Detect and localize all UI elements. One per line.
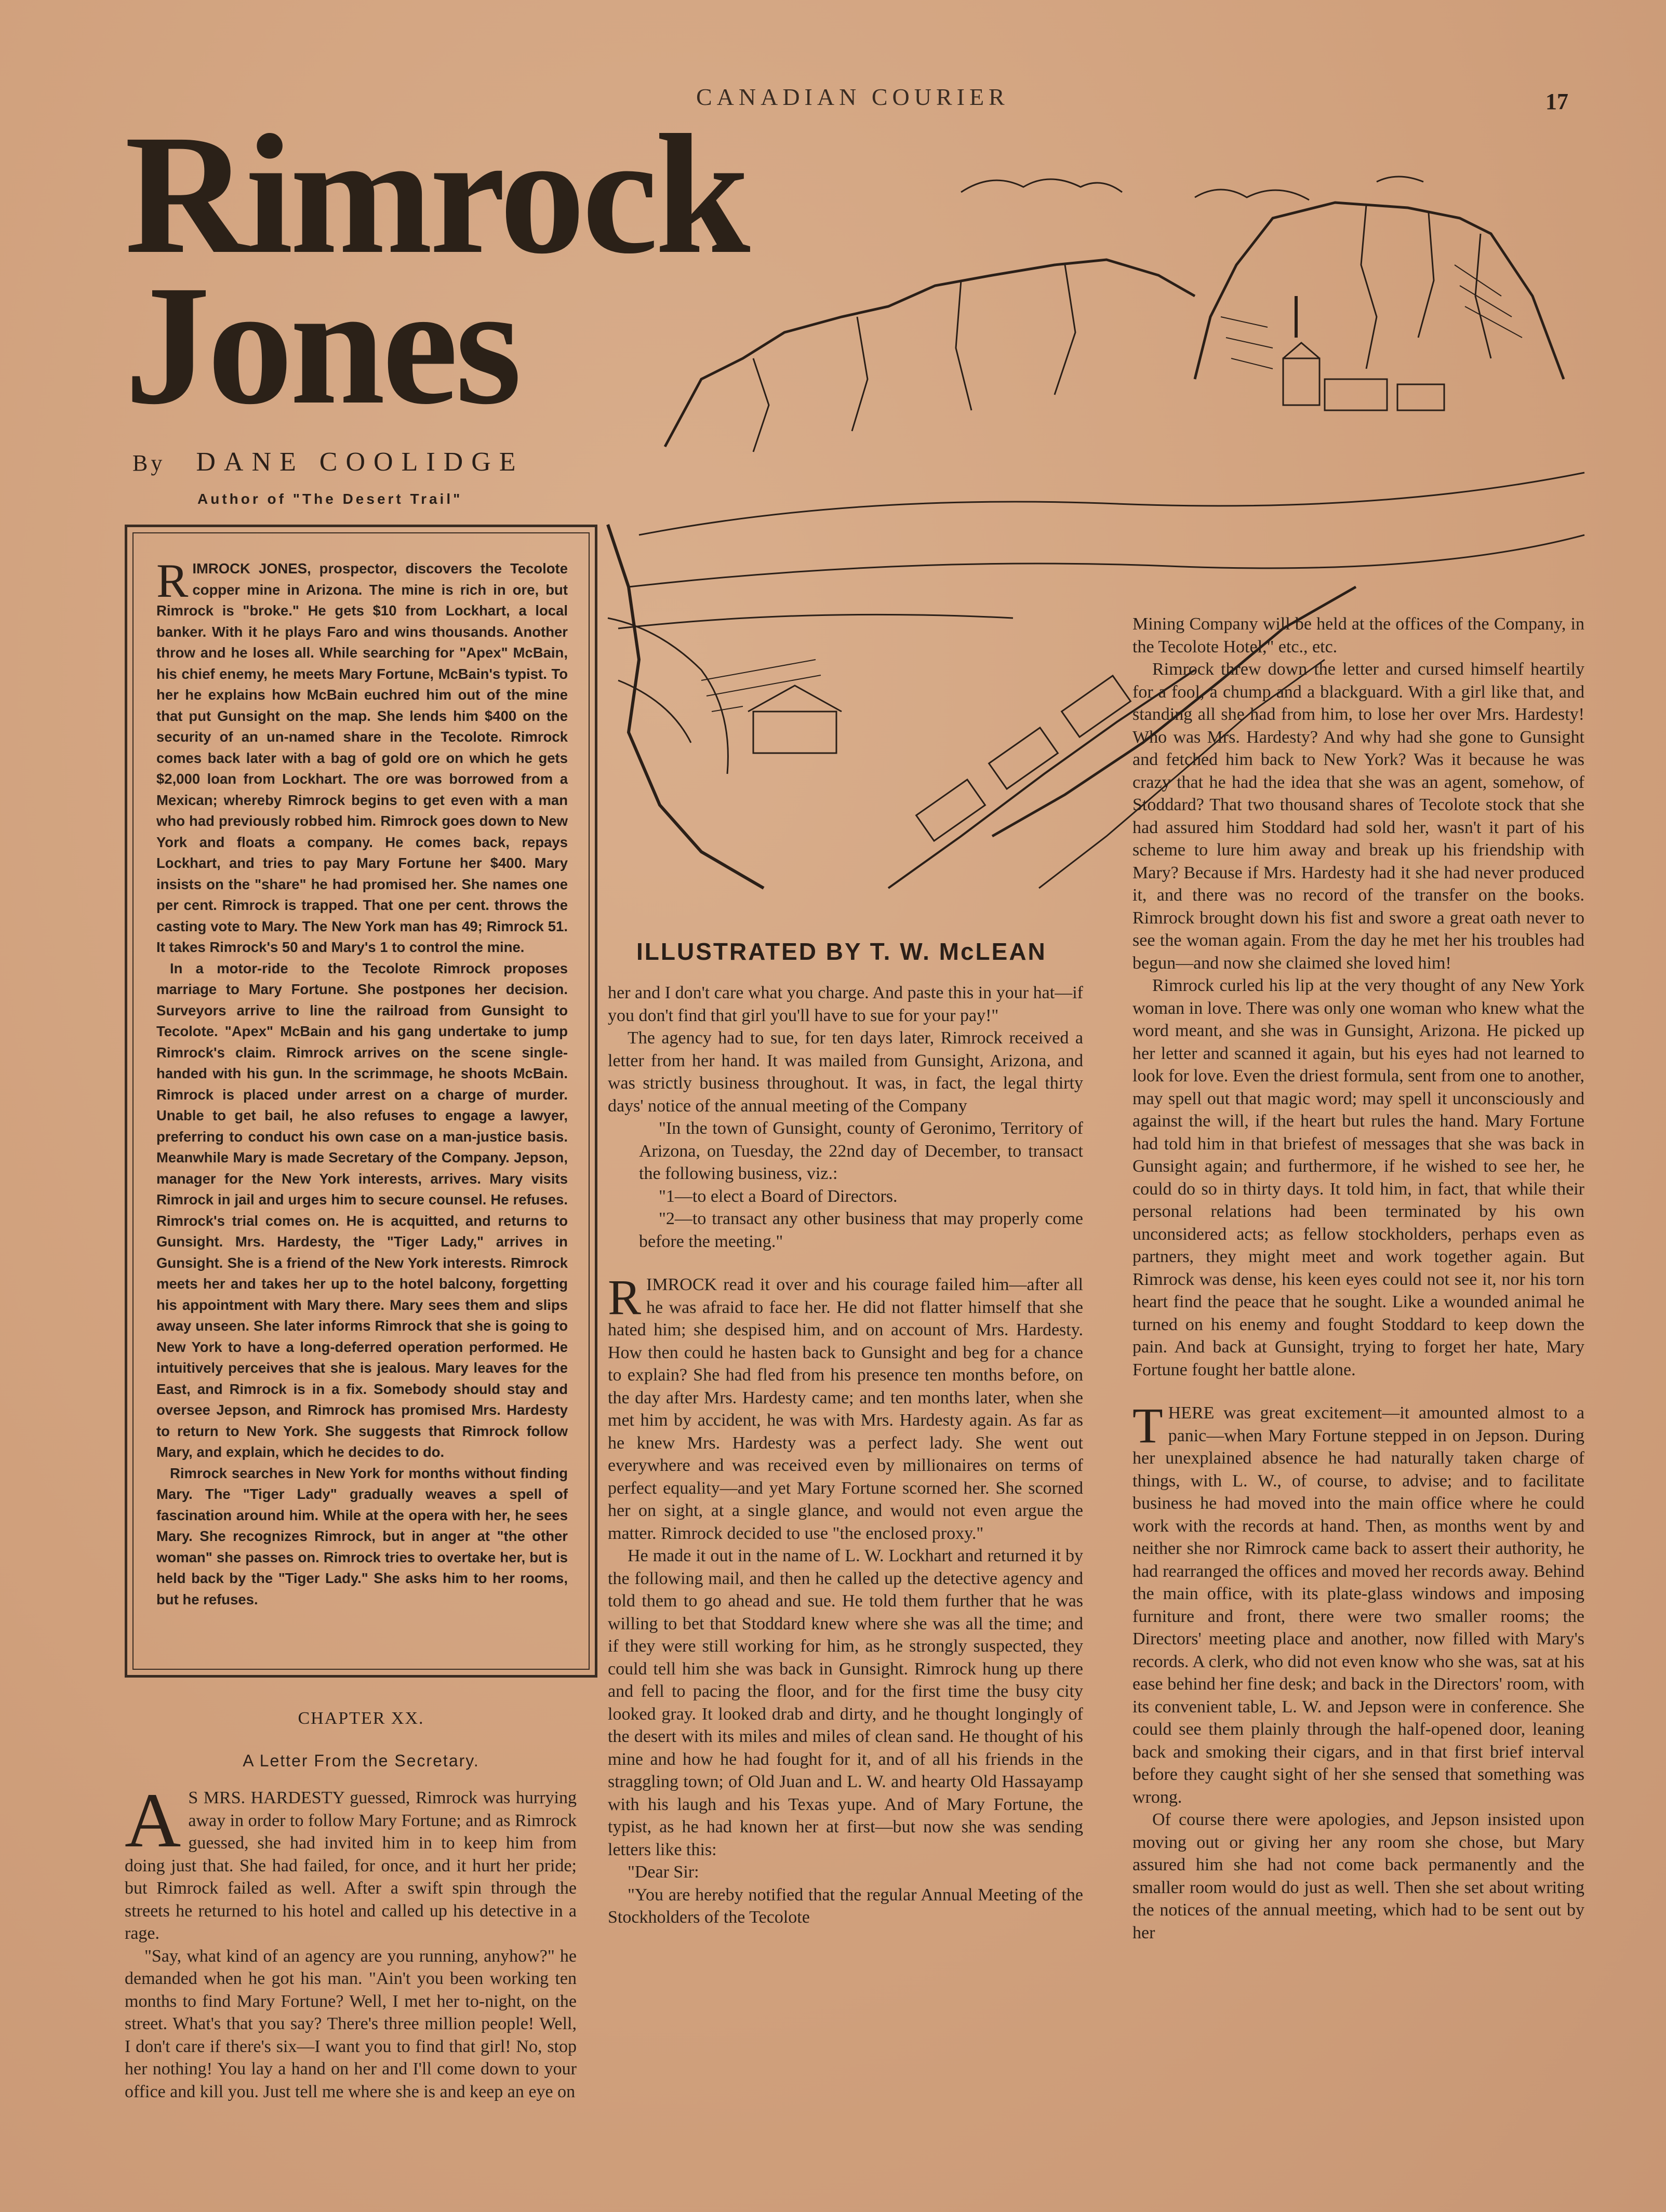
body-paragraph: A S MRS. HARDESTY guessed, Rimrock was hurrying away in order to follow Mary Fortune; and as Rimrock guessed, she had invited him in to keep him from doing just that. She had failed, for once, and it hurt her pride; but Rimrock failed as well. After a swift spin through the streets he returned to his hotel and called up his detective in a rage.: [125, 1777, 577, 1943]
body-paragraph: Rimrock curled his lip at the very thought of any New York woman in love. There was only one woman who knew what the word meant, and she was in Gunsight, Arizona. He picked up her letter and scanned it again, but his eyes had not learned to look for love. Even the driest formula, sent from one to another, may spell out that magic word; may spell it unconsciously and against the will, if the heart but rules the hand. Mary Fortune had told him in that briefest of messages that she was back in Gunsight again; and furthermore, if he wished to see her, he could do so in thirty days. It told him, in fact, that while their personal relations had been terminated by his own unconsidered acts; as fellow stockholders, perhaps even as partners, they might meet and work together again. But Rimrock was dense, his keen eyes could not see it, nor his torn heart find the peace that he sought. Like a wounded animal he turned on his enemy and fought Stoddard to keep down the pain. And back at Gunsight, trying to forget her hate, Mary Fortune fought her battle alone.: [1132, 976, 1584, 1379]
body-paragraph: He made it out in the name of L. W. Lockhart and returned it by the following mail, and then he called up the detective agency and told them to go ahead and sue. He told them further that he was willing to bet that Stoddard knew where she was all the time; and if they were still working for him, as he strongly suspected, they could tell him she was back in Gunsight. Rimrock hung up there and fell to pacing the floor, and for the first time the busy city looked gray. It looked drab and dirty, and he thought longingly of the desert with its miles and miles of clean sand. He thought of his mine and how he had fought for it, and of all his friends in the straggling town; of Old Juan and L. W. and hearty Old Hassayamp with his laugh and his Texas yupe. And of Mary Fortune, the typist, as he had known her at first—but now she was sending letters like this:: [608, 1546, 1083, 1859]
byline-author: DANE COOLIDGE: [196, 447, 524, 477]
chapter-number: CHAPTER XX.: [298, 1709, 424, 1728]
body-paragraph: Rimrock threw down the letter and cursed himself heartily for a fool, a chump and a blackguard. With a girl like that, and standing all she had from him, to lose her over Mrs. Hardesty! Who was Mrs. Hardesty? And why had she gone to Gunsight and fetched him back to New York? Was it because he was crazy that he had the idea that she was an agent, somehow, of Stoddard? That two thousand shares of Tecolote stock that she had assured him Stoddard had sold her, wasn't it part of his scheme to lure him away and break up his friendship with Mary? Because if Mrs. Hardesty had it she had never produced it, and there was no record of the transfer on the books. Rimrock brought down his fist and swore a great oath never to see the woman again. From the day he met her his troubles had begun—and now she claimed she loved him!: [1132, 660, 1584, 973]
byline-by: By: [132, 450, 166, 476]
body-paragraph: RIMROCK read it over and his courage failed him—after all he was afraid to face her. He did not flatter himself that she hated him; she despised him, and on account of Mrs. Hardesty. How then could he hasten back to Gunsight and beg for a chance to explain? She had fled from his presence ten months before, on the day after Mrs. Hardesty came; and ten months later, when she met him by accident, he was with Mrs. Hardesty again. As far as he knew Mrs. Hardesty was a perfect lady. She went out everywhere and was received even by millionaires on terms of perfect equality—and yet Mary Fortune scorned her. She scorned her on sight, at a single glance, and would not even argue the matter. Rimrock decided to use "the enclosed proxy.": [608, 1269, 1083, 1543]
dropcap-a: A: [125, 1777, 181, 1864]
title-line-2: Jones: [125, 250, 519, 440]
column-1: [125, 1777, 577, 2103]
running-head: CANADIAN COURIER: [696, 84, 1009, 110]
chapter-title: A Letter From the Secretary.: [243, 1751, 479, 1770]
synopsis-box: [125, 525, 597, 1678]
illustration-credit: ILLUSTRATED BY T. W. McLEAN: [636, 938, 1047, 965]
body-paragraph: Of course there were apologies, and Jepson insisted upon moving out or giving her any room she chose, but Mary assured him she had not come back permanently and the smaller room would do just as well. Then she set about writing the notices of the annual meeting, which had to be sent out by her: [1132, 1810, 1584, 1942]
synopsis-paragraph: RIMROCK JONES, prospector, discovers the Tecolote copper mine in Arizona. The mine is rich in ore, but Rimrock is "broke." He gets $10 from Lockhart, a local banker. With it he plays Faro and wins thousands. Another throw and he loses all. While searching for "Apex" McBain, his chief enemy, he meets Mary Fortune, McBain's typist. To her he explains how McBain euchred him out of the mine that put Gunsight on the map. She lends him $400 on the security of an un-named share in the Tecolote. Rimrock comes back later with a bag of gold ore on which he gets $2,000 loan from Lockhart. The ore was borrowed from a Mexican; whereby Rimrock begins to get even with a man who had previously robbed him. Rimrock goes down to New York and floats a company. He comes back, repays Lockhart, and tries to pay Mary Fortune her $400. Mary insists on the "share" he had promised her. She names one per cent. Rimrock is trapped. That one per cent. throws the casting vote to Mary. The New York man has 49; Rimrock 51. It takes Rimrock's 50 and Mary's 1 to control the mine.: [156, 554, 568, 955]
notice-quote: "1—to elect a Board of Directors.: [659, 1186, 898, 1206]
title-line-1: Rimrock: [125, 100, 748, 289]
body-paragraph: her and I don't care what you charge. And paste this in your hat—if you don't find that girl you'll have to sue for your pay!": [608, 983, 1083, 1025]
author-of-note: Author of "The Desert Trail": [197, 491, 463, 507]
page-number: 17: [1545, 89, 1568, 114]
notice-quote: "In the town of Gunsight, county of Geronimo, Territory of Arizona, on Tuesday, the 22nd day of December, to transact the following business, viz.:: [639, 1119, 1083, 1183]
body-paragraph: "Say, what kind of an agency are you running, anyhow?" he demanded when he got his man. "Ain't you been working ten months to find Mary Fortune? Well, I met her to-night, on the street. What's that you say? There's three million people! Well, I don't care if there's six—I want you to find that girl! No, stop her nothing! You lay a hand on her and I'll come down to your office and kill you. Just tell me where she is and keep an eye on: [125, 1946, 577, 2101]
column-3: [1132, 613, 1584, 1944]
body-paragraph: Mining Company will be held at the offices of the Company, in the Tecolote Hotel," etc., etc.: [1132, 614, 1584, 656]
synopsis-dropcap: R: [156, 554, 189, 607]
dropcap-t: T: [1132, 1398, 1163, 1453]
notice-quote: "2—to transact any other business that may properly come before the meeting.": [639, 1209, 1083, 1251]
byline: [132, 447, 524, 477]
synopsis-paragraph: Rimrock searches in New York for months without finding Mary. The "Tiger Lady" gradually weaves a spell of fascination around him. While at the opera with her, he sees Mary. She recognizes Rimrock, but in anger at "the other woman" she passes on. Rimrock tries to overtake her, but is held back by the "Tiger Lady." She asks him to her rooms, but he refuses.: [156, 1465, 568, 1607]
column-2: [608, 982, 1083, 1929]
dropcap-r: R: [608, 1269, 642, 1325]
synopsis-text: [132, 532, 590, 1670]
body-paragraph: "You are hereby notified that the regular Annual Meeting of the Stockholders of the Tecolote: [608, 1885, 1083, 1927]
synopsis-paragraph: In a motor-ride to the Tecolote Rimrock proposes marriage to Mary Fortune. She postpones her decision. Surveyors arrive to line the railroad from Gunsight to Tecolote. "Apex" McBain and his gang undertake to jump Rimrock's claim. Rimrock arrives on the scene single-handed with his gun. In the scrimmage, he shoots McBain. Rimrock is placed under arrest on a charge of murder. Unable to get bail, he also refuses to engage a lawyer, preferring to conduct his own case on a man-justice basis. Meanwhile Mary is made Secretary of the Company. Jepson, manager for the New York interests, arrives. Mary visits Rimrock in jail and urges him to secure counsel. He refuses. Rimrock's trial comes on. He is acquitted, and returns to Gunsight. Mrs. Hardesty, the "Tiger Lady," arrives in Gunsight. She is a friend of the New York interests. Rimrock meets her and takes her up to the hotel balcony, forgetting his appointment with Mary there. Mary sees them and slips away unseen. She later informs Rimrock that she is going to New York to have a long-deferred operation performed. He intuitively perceives that she is jealous. Mary leaves for the East, and Rimrock is in a fix. Somebody should stay and oversee Jepson, and Rimrock has promised Mrs. Hardesty to return to New York. She suggests that Rimrock follow Mary, and explain, which he decides to do.: [156, 960, 568, 1460]
body-paragraph: THERE was great excitement—it amounted almost to a panic—when Mary Fortune stepped in on Jepson. During her unexplained absence he had naturally taken charge of things, with L. W., of course, to advise; and to facilitate business he had moved into the main office where he could work with the records at hand. Then, as months went by and neither she nor Rimrock came back to assert their authority, he had rearranged the offices and moved her records away. Behind the main office, with its plate-glass windows and imposing furniture and front, there were two smaller rooms; the Directors' meeting place and another, now filled with Mary's records. A clerk, who did not even know who she was, sat at his ease behind her fine desk; and back in the Directors' room, with its convenient table, L. W. and Jepson were in conference. She could see them plainly through the half-opened door, leaning back and smoking their cigars, and in that first brief interval before they caught sight of her she sensed that something was wrong.: [1132, 1398, 1584, 1807]
body-paragraph: The agency had to sue, for ten days later, Rimrock received a letter from her hand. It was mailed from Gunsight, Arizona, and was strictly business throughout. It was, in fact, the legal thirty days' notice of the annual meeting of the Company: [608, 1028, 1083, 1116]
body-paragraph: "Dear Sir:: [628, 1862, 699, 1882]
